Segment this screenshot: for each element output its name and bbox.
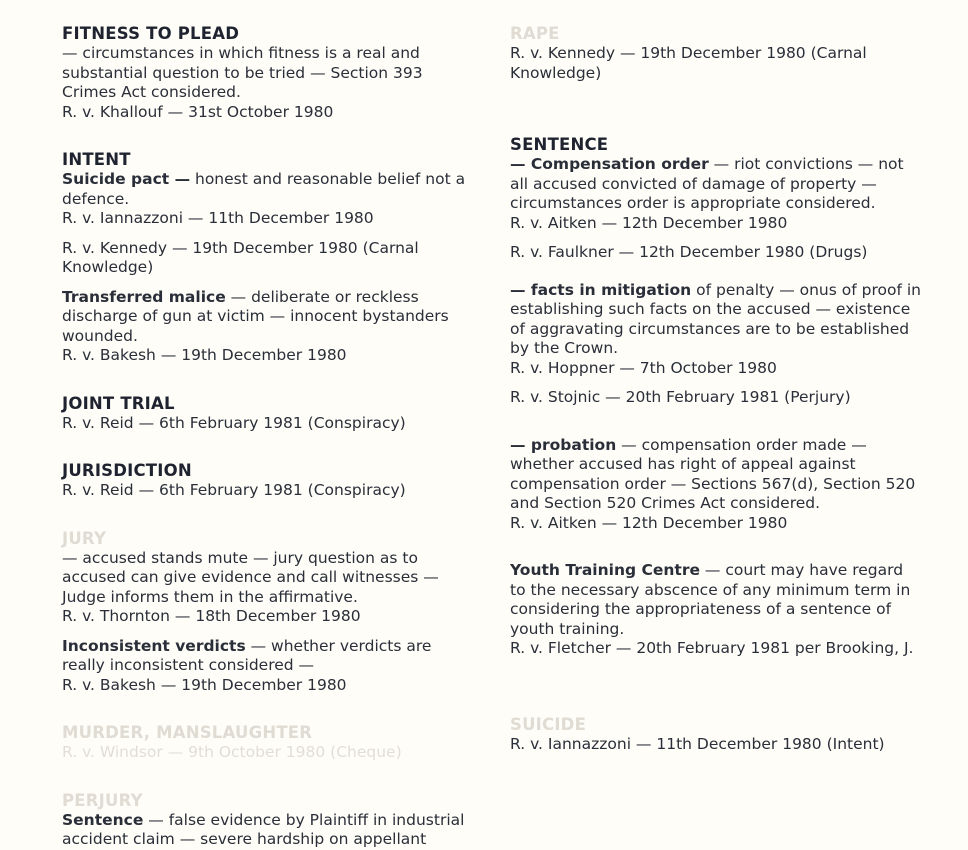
entry-body: — false evidence by Plaintiff in industrial accident claim — severe hardship on appellant <box>62 810 465 848</box>
section-title: SENTENCE <box>510 135 609 154</box>
section-title: JURY <box>62 528 107 548</box>
entry-text <box>62 288 466 347</box>
case-citation: R. v. Thornton — 18th December 1980 <box>62 607 361 625</box>
entry-body: — court may have regard to the necessary abscence of any minimum term in considering the appropriateness of a sentence of youth training. <box>510 561 911 638</box>
entry-lead: Transferred malice <box>62 287 226 306</box>
entry-text <box>62 637 466 676</box>
case-citation: R. v. Stojnic — 20th February 1981 (Perjury) <box>510 388 851 406</box>
section-title: PERJURY <box>62 790 143 810</box>
section-title: FITNESS TO PLEAD <box>62 24 240 43</box>
case-citation: R. v. Bakesh — 19th December 1980 <box>62 346 347 364</box>
case-citation: R. v. Kennedy — 19th December 1980 (Carnal Knowledge) <box>62 238 419 276</box>
case-citation: R. v. Iannazzoni — 11th December 1980 (Intent) <box>510 734 885 753</box>
case-citation: R. v. Khallouf — 31st October 1980 <box>62 102 334 121</box>
section-title: JURISDICTION <box>62 461 192 480</box>
entry-text: — circumstances in which fitness is a real and substantial question to be tried — Section 393 Crimes Act considered. <box>62 44 423 101</box>
section-fitness-to-plead <box>62 24 466 122</box>
entry-text <box>510 281 922 359</box>
case-citation: R. v. Fletcher — 20th February 1981 per Brooking, J. <box>510 639 914 657</box>
case-citation: R. v. Aitken — 12th December 1980 <box>510 213 788 232</box>
entry-lead: Inconsistent verdicts <box>62 636 246 655</box>
right-column <box>510 24 922 754</box>
entry-text <box>510 436 922 514</box>
case-citation: R. v. Windsor — 9th October 1980 (Cheque) <box>62 743 402 761</box>
entry-text <box>62 811 466 850</box>
case-citation: R. v. Reid — 6th February 1981 (Conspiracy) <box>62 413 406 432</box>
section-intent <box>62 150 466 366</box>
entry-lead: Suicide pact — <box>62 170 191 188</box>
section-title: JOINT TRIAL <box>62 393 175 413</box>
case-citation: R. v. Iannazzoni — 11th December 1980 <box>62 209 374 227</box>
left-column <box>62 24 466 850</box>
entry-body: — compensation order made — whether accused has right of appeal against compensation order — Sections 567(d), Section 520 and Section 520 Crimes Act considered. <box>510 435 916 512</box>
section-title: INTENT <box>62 150 131 169</box>
section-jurisdiction <box>62 461 466 501</box>
entry-body: of penalty — onus of proof in establishing such facts on the accused — existence of aggravating circumstances are to be established by the Crown. <box>510 280 921 357</box>
entry-body: — deliberate or reckless discharge of gun at victim — innocent bystanders wounded. <box>62 287 449 345</box>
section-sentence <box>510 135 922 659</box>
section-rape <box>510 24 922 83</box>
entry-text: — accused stands mute — jury question as to accused can give evidence and call witnesses — Judge informs them in the affirmative. <box>62 548 439 606</box>
section-jury <box>62 529 466 696</box>
entry-lead: Youth Training Centre <box>510 561 700 579</box>
entry-text <box>62 170 466 209</box>
section-suicide <box>510 715 922 755</box>
entry-text <box>510 155 922 214</box>
case-citation: R. v. Reid — 6th February 1981 (Conspiracy) <box>62 481 406 499</box>
entry-lead: — Compensation order <box>510 155 709 173</box>
section-title: MURDER, MANSLAUGHTER <box>62 723 313 742</box>
entry-body: — riot convictions — not all accused convicted of damage of property — circumstances order is appropriate considered. <box>510 155 904 212</box>
entry-lead: — facts in mitigation <box>510 280 692 299</box>
entry-body: honest and reasonable belief not a defence. <box>62 170 466 208</box>
case-citation: R. v. Bakesh — 19th December 1980 <box>62 675 347 694</box>
case-citation: R. v. Faulkner — 12th December 1980 (Drugs) <box>510 243 868 261</box>
case-citation: R. v. Aitken — 12th December 1980 <box>510 513 788 532</box>
entry-lead: — probation <box>510 435 617 454</box>
entry-text <box>510 561 922 639</box>
entry-lead: Sentence <box>62 810 144 829</box>
case-citation: R. v. Kennedy — 19th December 1980 (Carnal Knowledge) <box>510 44 867 82</box>
section-title: SUICIDE <box>510 714 587 734</box>
section-perjury <box>62 791 466 850</box>
entry-body: — whether verdicts are really inconsistent considered — <box>62 636 432 674</box>
section-joint-trial <box>62 394 466 434</box>
section-murder-manslaughter <box>62 723 466 763</box>
section-title: RAPE <box>510 24 560 43</box>
case-citation: R. v. Hoppner — 7th October 1980 <box>510 358 777 377</box>
